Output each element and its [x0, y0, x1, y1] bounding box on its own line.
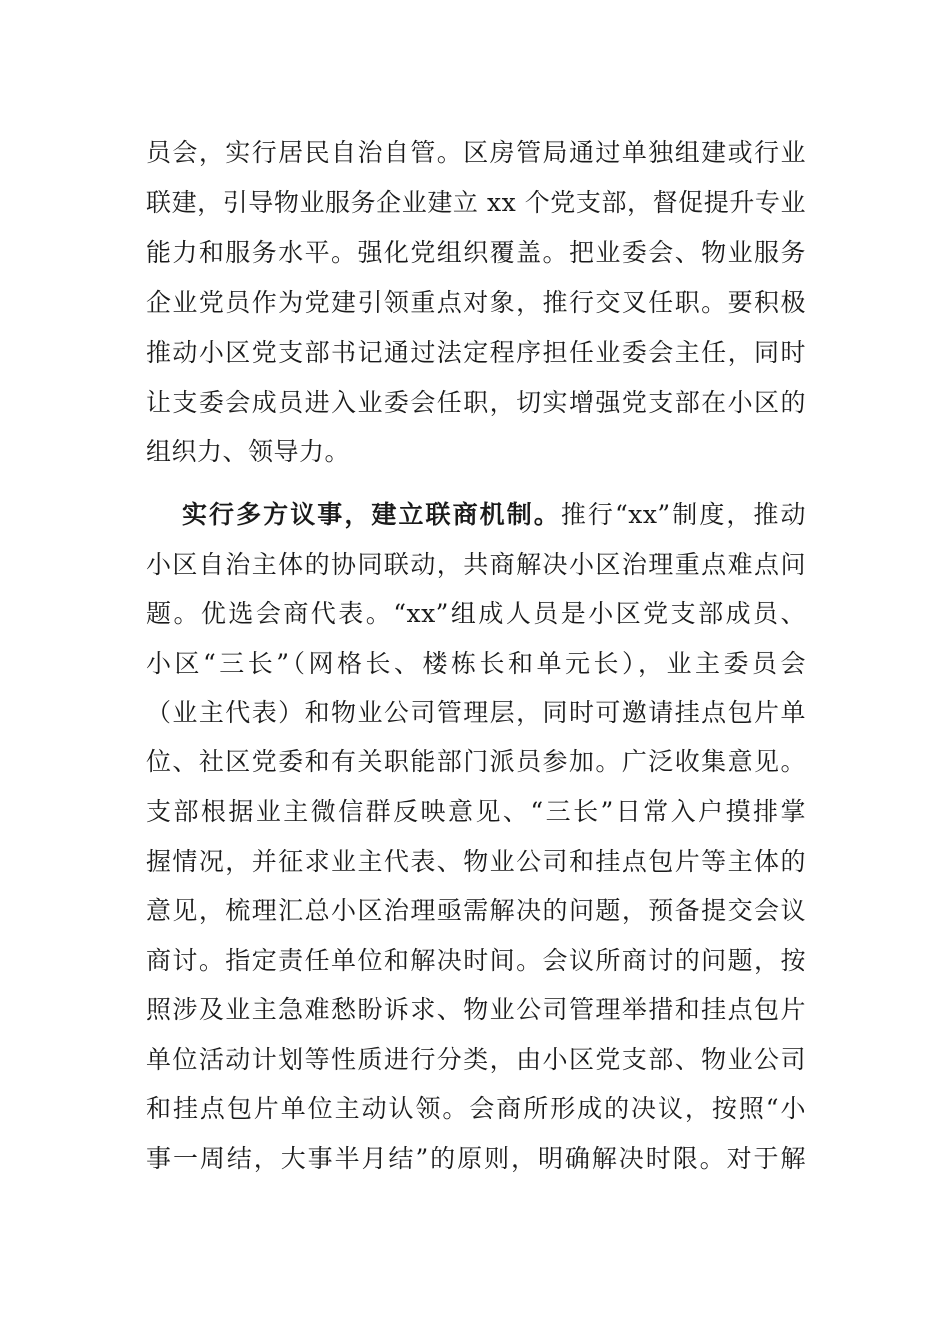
paragraph-line: 让支委会成员进入业委会任职，切实增强党支部在小区的 [146, 388, 806, 417]
paragraph-line: 题。优选会商代表。“xx”组成人员是小区党支部成员、 [146, 599, 806, 628]
paragraph-line: 小区自治主体的协同联动，共商解决小区治理重点难点问 [146, 550, 806, 579]
paragraph-line: 事一周结，大事半月结”的原则，明确解决时限。对于解 [146, 1144, 806, 1173]
paragraph-line: 联建，引导物业服务企业建立 xx 个党支部，督促提升专业 [146, 188, 806, 217]
paragraph-line: 单位活动计划等性质进行分类，由小区党支部、物业公司 [146, 1045, 806, 1074]
paragraph-first-line [182, 495, 806, 535]
paragraph-heading: 实行多方议事，建立联商机制。 [182, 500, 561, 529]
paragraph-line: 支部根据业主微信群反映意见、“三长”日常入户摸排掌 [146, 797, 806, 826]
paragraph-line: 和挂点包片单位主动认领。会商所形成的决议，按照“小 [146, 1094, 806, 1123]
paragraph-line: 商讨。指定责任单位和解决时间。会议所商讨的问题，按 [146, 946, 806, 975]
paragraph-line: 照涉及业主急难愁盼诉求、物业公司管理举措和挂点包片 [146, 995, 806, 1024]
paragraph-line: （业主代表）和物业公司管理层，同时可邀请挂点包片单 [146, 698, 806, 727]
paragraph-line: 小区“三长”（网格长、楼栋长和单元长），业主委员会 [146, 649, 806, 678]
paragraph-line: 组织力、领导力。 [146, 437, 351, 466]
paragraph-line: 推动小区党支部书记通过法定程序担任业委会主任，同时 [146, 338, 806, 367]
paragraph-line: 员会，实行居民自治自管。区房管局通过单独组建或行业 [146, 138, 806, 167]
paragraph-line: 能力和服务水平。强化党组织覆盖。把业委会、物业服务 [146, 238, 806, 267]
paragraph-line: 企业党员作为党建引领重点对象，推行交叉任职。要积极 [146, 288, 806, 317]
paragraph-line: 位、社区党委和有关职能部门派员参加。广泛收集意见。 [146, 747, 806, 776]
paragraph-first-line-text: 推行“xx”制度，推动 [560, 500, 806, 529]
paragraph-line: 握情况，并征求业主代表、物业公司和挂点包片等主体的 [146, 847, 806, 876]
paragraph-line: 意见，梳理汇总小区治理亟需解决的问题，预备提交会议 [146, 896, 806, 925]
